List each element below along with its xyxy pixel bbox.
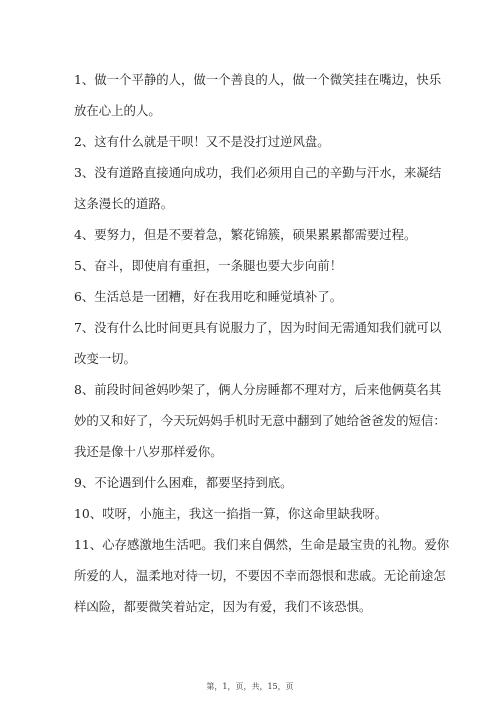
item-line: 1、做一个平静的人，做一个善良的人，做一个微笑挂在嘴边，快乐 bbox=[74, 72, 442, 87]
list-item bbox=[74, 219, 434, 250]
item-line: 这条漫长的道路。 bbox=[74, 196, 174, 211]
list-item bbox=[74, 64, 442, 126]
item-line: 所爱的人，温柔地对待一切，不要因不幸而怨恨和悲戚。无论前途怎 bbox=[74, 568, 446, 583]
item-line: 2、这有什么就是干呗！又不是没打过逆风盘。 bbox=[74, 134, 330, 149]
item-line: 9、不论遇到什么困难，都要坚持到底。 bbox=[74, 475, 293, 490]
list-item bbox=[74, 374, 446, 467]
list-item bbox=[74, 498, 434, 529]
list-item bbox=[74, 467, 434, 498]
list-item bbox=[74, 157, 442, 219]
item-line: 7、没有什么比时间更具有说服力了，因为时间无需通知我们就可以 bbox=[74, 320, 442, 335]
item-line: 放在心上的人。 bbox=[74, 103, 161, 118]
item-line: 11、心存感激地生活吧。我们来自偶然，生命是最宝贵的礼物。爱你 bbox=[74, 537, 450, 552]
list-item bbox=[74, 250, 434, 281]
list-item bbox=[74, 529, 450, 622]
item-line: 6、生活总是一团糟，好在我用吃和睡觉填补了。 bbox=[74, 289, 343, 304]
list-item bbox=[74, 312, 442, 374]
item-line: 改变一切。 bbox=[74, 351, 136, 366]
item-line: 3、没有道路直接通向成功，我们必须用自己的辛勤与汗水，来凝结 bbox=[74, 165, 442, 180]
item-line: 10、哎呀，小施主，我这一掐指一算，你这命里缺我呀。 bbox=[74, 506, 388, 521]
document-body bbox=[74, 64, 450, 622]
item-line: 我还是像十八岁那样爱你。 bbox=[74, 444, 223, 459]
item-line: 8、前段时间爸妈吵架了，俩人分房睡都不理对方，后来他俩莫名其 bbox=[74, 382, 442, 397]
item-line: 妙的又和好了，今天玩妈妈手机时无意中翻到了她给爸爸发的短信： bbox=[74, 413, 446, 428]
list-item bbox=[74, 281, 434, 312]
list-item bbox=[74, 126, 434, 157]
item-line: 样凶险，都要微笑着站定，因为有爱，我们不该恐惧。 bbox=[74, 599, 372, 614]
page-footer: 第，1，页，共，15，页 bbox=[206, 682, 294, 691]
item-line: 5、奋斗，即使肩有重担，一条腿也要大步向前！ bbox=[74, 258, 343, 273]
item-line: 4、要努力，但是不要着急，繁花锦簇，硕果累累都需要过程。 bbox=[74, 227, 417, 242]
